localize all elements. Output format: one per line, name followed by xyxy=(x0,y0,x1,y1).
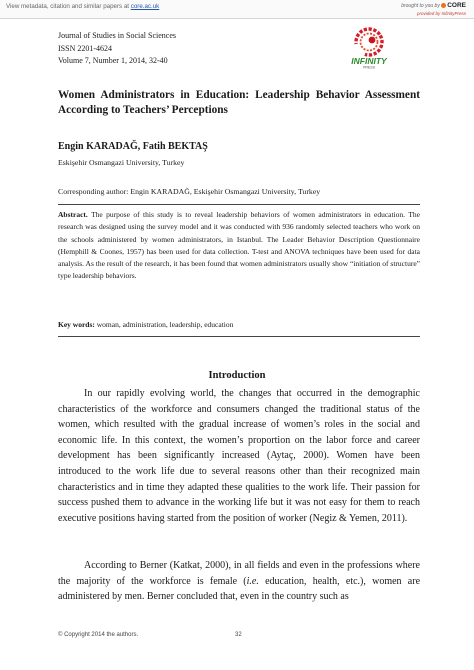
page-number: 32 xyxy=(235,632,242,638)
keywords-label: Key words: xyxy=(58,320,95,329)
paragraph-text: According to Berner (Katkat, 2000), in all fields and even in the professions where the majority of the workforce is female (i.e. education, health, etc.), women are administered by men. Berner concluded that, even in the country such as xyxy=(58,560,421,603)
paper-authors: Engin KARADAĞ, Fatih BEKTAŞ xyxy=(58,141,208,152)
journal-volume: Volume 7, Number 1, 2014, 32-40 xyxy=(58,56,168,65)
intro-paragraph-2 xyxy=(58,558,420,605)
section-heading-introduction: Introduction xyxy=(208,370,266,381)
core-brand: CORE xyxy=(447,2,466,9)
journal-info xyxy=(58,30,176,68)
corresponding-author: Corresponding author: Engin KARADAĞ, Eskişehir Osmangazi University, Turkey xyxy=(58,187,321,196)
copyright-notice: © Copyright 2014 the authors. xyxy=(58,632,139,638)
core-link[interactable]: core.ac.uk xyxy=(130,3,160,10)
brought-by-text: brought to you by xyxy=(401,3,440,9)
logo-text: INFINITY xyxy=(351,56,387,66)
abstract-label: Abstract. xyxy=(58,210,88,219)
keywords-line xyxy=(58,320,420,329)
paper-title: Women Administrators in Education: Leadership Behavior Assessment According to Teachers’ Perceptions xyxy=(58,89,420,116)
journal-issn: ISSN 2201-4624 xyxy=(58,43,113,53)
core-badge[interactable] xyxy=(401,2,466,17)
abstract-bottom-rule xyxy=(58,336,420,337)
paragraph-text: In our rapidly evolving world, the changes that occurred in the demographic characteristics of the workforce and consumers changed the traditional status of the women, which resulted with the gradual increase of women’s roles in the social and economic life. In this context, the women’s proportion on the labor force and career development has been significantly increased (Aytaç, 2000). Women have been introduced to the work life due to several reasons other than their recognized main characteristics and in time they adapted these qualities to the work life. Their passion for success pushed them to advance in the working life but it was not easy for them to reach executive positions having started from the position of worker (Negiz & Yemen, 2011). xyxy=(58,388,420,524)
keywords-text: woman, administration, leadership, education xyxy=(94,320,234,329)
provider-text: provided by InfinityPress xyxy=(416,11,466,16)
infinity-press-logo xyxy=(336,25,402,69)
core-icon xyxy=(441,3,446,8)
abstract-top-rule xyxy=(58,204,420,205)
journal-name: Journal of Studies in Social Sciences xyxy=(58,31,176,40)
core-banner xyxy=(0,0,474,19)
intro-paragraph-1 xyxy=(58,386,420,526)
abstract-block xyxy=(58,209,420,283)
author-affiliation: Eskişehir Osmangazi University, Turkey xyxy=(58,158,185,167)
banner-metadata-text: View metadata, citation and similar papers at core.ac.uk xyxy=(6,3,160,10)
abstract-text: The purpose of this study is to reveal leadership behaviors of women administrators in education. The research was designed using the survey model and it was conducted with 936 randomly selected teachers who work on the schools administered by women administrators, in Istanbul. The Leader Behavior Description Questionnaire (Hemphill & Coones, 1957) has been used for data collection. T-test and ANOVA techniques have been used for data analysis. As the result of the research, it has been found that women administrators usually show “initiation of structure” type leadership behaviors. xyxy=(58,210,420,281)
logo-subtext: PRESS xyxy=(363,65,375,69)
